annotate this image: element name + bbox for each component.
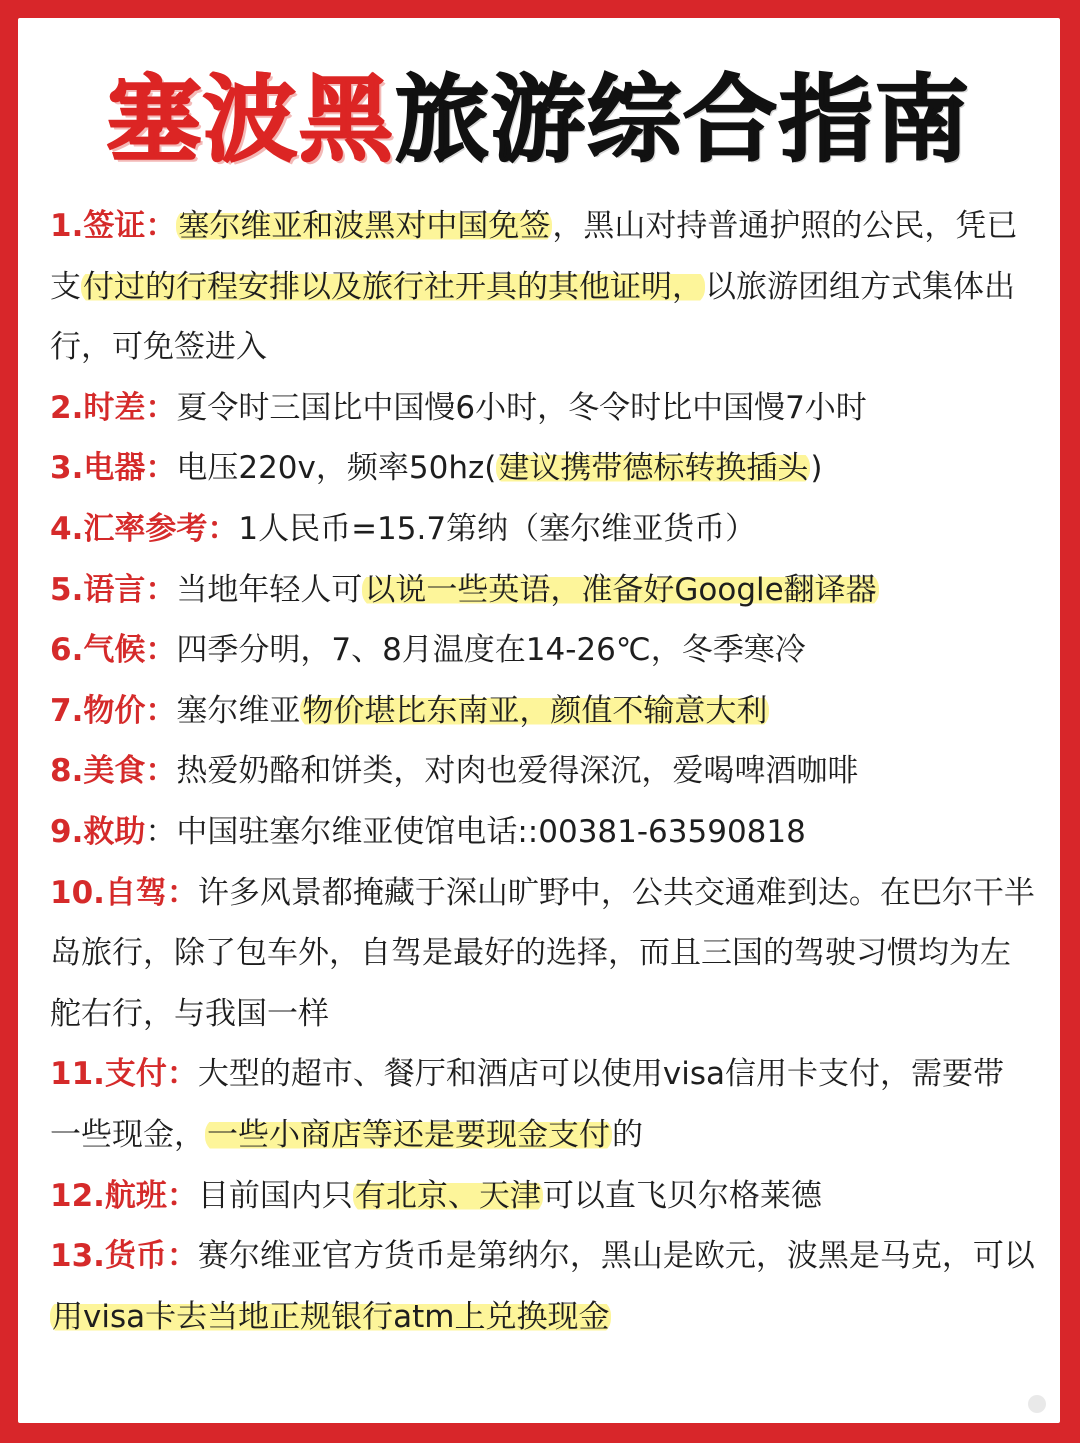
item-text: 当地年轻人可 <box>176 571 363 608</box>
item-label: 11.支付： <box>50 1056 198 1093</box>
item-text: 目前国内只 <box>197 1177 353 1214</box>
item-text: 许多风景都掩藏于深山旷野中，公共交通难到达。在巴尔干半岛旅行，除了包车外，自驾是最好的选择，而且三国的驾驶习惯均为左舵右行，与我国一样 <box>50 874 1035 1032</box>
item-label: 10.自驾： <box>50 874 198 911</box>
item-label: 13.货币： <box>50 1238 198 1275</box>
item-label: 9.救助 <box>50 813 146 850</box>
item-text: 四季分明，7、8月温度在14-26℃，冬季寒冷 <box>176 632 806 669</box>
item-label: 5.语言： <box>50 571 177 608</box>
item-label: 2.时差： <box>50 389 177 426</box>
list-item-language <box>50 560 1035 621</box>
list-item-flights <box>50 1166 1035 1227</box>
item-label: 7.物价： <box>50 692 177 729</box>
item-label: 8.美食： <box>50 753 177 790</box>
item-label: 12.航班： <box>50 1177 198 1214</box>
watermark-dot-icon <box>1028 1395 1046 1413</box>
title-guide-text: 旅游综合指南 <box>395 66 972 175</box>
item-text: 热爱奶酪和饼类，对肉也爱得深沉，爱喝啤酒咖啡 <box>176 753 859 790</box>
item-text: 赛尔维亚官方货币是第纳尔，黑山是欧元，波黑是马克，可以 <box>197 1238 1035 1275</box>
list-item-payment <box>50 1044 1035 1165</box>
item-text: 可以直飞贝尔格莱德 <box>542 1177 822 1214</box>
highlight-text: 有北京、天津 <box>354 1177 541 1214</box>
highlight-text: 塞尔维亚和波黑对中国免签 <box>178 208 551 244</box>
list-item-food <box>50 741 1035 802</box>
highlight-text: 物价堪比东南亚，颜值不输意大利 <box>302 692 768 729</box>
guide-card <box>18 18 1060 1423</box>
list-item-self-drive <box>50 863 1035 1045</box>
page-title <box>18 66 1060 176</box>
highlight-text: 一些小商店等还是要现金支付 <box>207 1116 610 1153</box>
item-label: 3.电器： <box>50 450 177 487</box>
item-text: ，黑山对持普通护照的公民，凭已支 <box>50 208 1018 305</box>
list-item-assistance <box>50 802 1035 863</box>
highlight-text: 用visa卡去当地正规银行atm上兑换现金 <box>52 1298 610 1335</box>
list-item-climate <box>50 620 1035 681</box>
list-item-prices <box>50 681 1035 742</box>
item-label: 1.签证： <box>50 208 177 244</box>
title-country-names: 塞波黑 <box>106 66 395 175</box>
item-text: ：中国驻塞尔维亚使馆电话::00381-63590818 <box>145 813 806 850</box>
item-text: 夏令时三国比中国慢6小时，冬令时比中国慢7小时 <box>176 389 867 426</box>
item-text: 的 <box>612 1116 643 1153</box>
list-item-electrical <box>50 438 1035 499</box>
item-text: 大型的超市、餐厅和酒店可以使用visa信用卡支付，需要带一些现金， <box>50 1056 1005 1153</box>
list-item-visa <box>50 196 1035 378</box>
list-item-exchange-rate <box>50 499 1035 560</box>
item-text: 以旅游团组方式集体出行，可免签进入 <box>50 268 1015 366</box>
item-text: 电压220v，频率50hz( <box>176 450 497 487</box>
list-item-time-difference <box>50 378 1035 439</box>
item-text: 塞尔维亚 <box>176 692 301 729</box>
item-text: 1人民币=15.7第纳（塞尔维亚货币） <box>238 510 757 547</box>
item-label: 6.气候： <box>50 632 177 669</box>
item-text: ) <box>810 450 823 487</box>
highlight-text: 建议携带德标转换插头 <box>498 450 809 487</box>
highlight-text: 以说一些英语，准备好Google翻译器 <box>364 571 877 608</box>
list-item-currency <box>50 1226 1035 1347</box>
guide-list <box>50 196 1035 1347</box>
item-label: 4.汇率参考： <box>50 510 239 547</box>
highlight-text: 付过的行程安排以及旅行社开具的其他证明， <box>83 268 703 305</box>
